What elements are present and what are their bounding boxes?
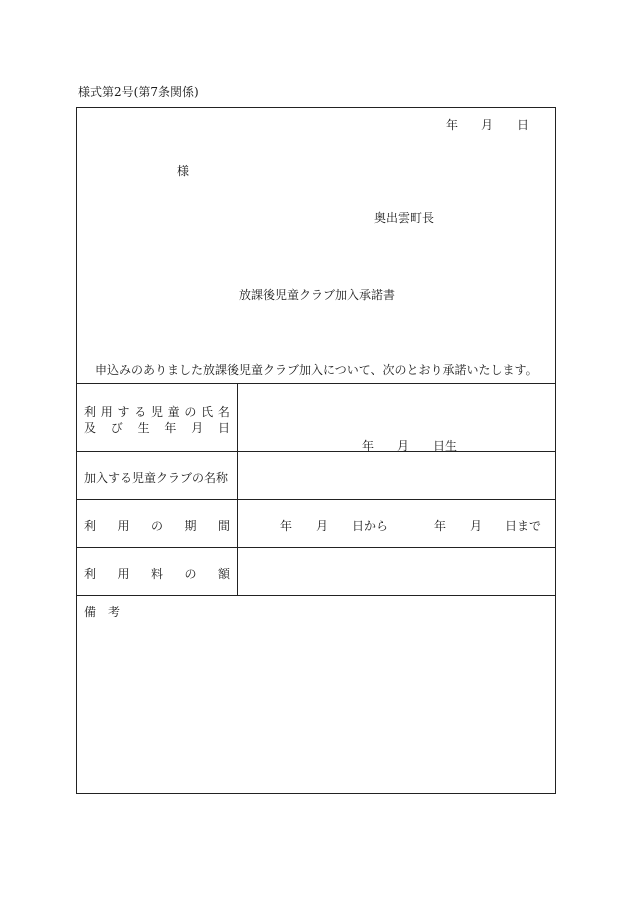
period-label — [84, 517, 230, 534]
label-char: 児 — [150, 405, 163, 419]
rule-remarks-top — [77, 595, 555, 596]
label-char: 用 — [117, 519, 130, 533]
column-divider — [237, 383, 238, 595]
rule-fee-top — [77, 547, 555, 548]
label-char: 間 — [217, 519, 230, 533]
birth-month-label: 月 — [397, 439, 410, 453]
birth-day-label: 日生 — [433, 439, 458, 453]
club-name-label: 加入する児童クラブの名称 — [84, 471, 229, 485]
rule-period-top — [77, 499, 555, 500]
label-char: 額 — [217, 567, 230, 581]
from-year-label: 年 — [280, 519, 293, 533]
label-char: 期 — [184, 519, 197, 533]
label-char: 氏 — [201, 405, 214, 419]
to-day-label: 日まで — [505, 519, 542, 533]
to-month-label: 月 — [470, 519, 483, 533]
issue-year-label: 年 — [446, 118, 459, 132]
issuer-name: 奥出雲町長 — [374, 211, 435, 225]
from-month-label: 月 — [316, 519, 329, 533]
label-char: 年 — [164, 421, 177, 435]
label-char: 月 — [191, 421, 204, 435]
child-label-line1 — [84, 403, 230, 420]
issue-day-label: 日 — [517, 118, 530, 132]
label-char: る — [134, 405, 147, 419]
label-char: 用 — [100, 405, 113, 419]
document-title: 放課後児童クラブ加入承諾書 — [239, 288, 396, 302]
birth-year-label: 年 — [362, 439, 375, 453]
label-char: 用 — [117, 567, 130, 581]
label-char: 考 — [108, 605, 121, 619]
child-label-line2 — [84, 419, 230, 436]
rule-club-top — [77, 451, 555, 452]
label-char: 日 — [217, 421, 230, 435]
fee-label — [84, 565, 230, 582]
body-text: 申込みのありました放課後児童クラブ加入について、次のとおり承諾いたします。 — [95, 363, 538, 377]
label-char: 生 — [137, 421, 150, 435]
label-char: び — [110, 421, 123, 435]
label-char: 名 — [217, 405, 230, 419]
label-char: の — [184, 405, 197, 419]
label-char: 童 — [167, 405, 180, 419]
to-year-label: 年 — [434, 519, 447, 533]
remarks-label — [84, 603, 120, 620]
form-reference: 様式第2号(第7条関係) — [78, 85, 199, 99]
label-char: 及 — [84, 421, 97, 435]
form-frame — [76, 107, 556, 794]
label-char: の — [150, 519, 163, 533]
label-char: 備 — [84, 605, 97, 619]
label-char: の — [184, 567, 197, 581]
label-char: す — [117, 405, 130, 419]
label-char: 利 — [84, 519, 97, 533]
addressee-suffix: 様 — [177, 164, 190, 178]
from-day-label: 日から — [352, 519, 389, 533]
label-char: 料 — [150, 567, 163, 581]
label-char: 利 — [84, 405, 97, 419]
label-char: 利 — [84, 567, 97, 581]
issue-month-label: 月 — [481, 118, 494, 132]
rule-child-top — [77, 383, 555, 384]
